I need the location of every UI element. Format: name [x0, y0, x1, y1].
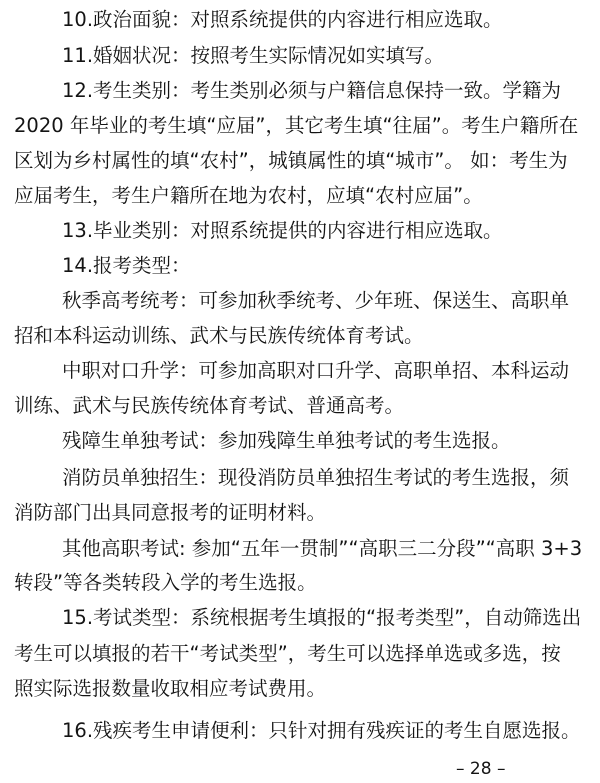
text-line: 转段”等各类转段入学的考生选报。 — [14, 571, 317, 594]
text-line: 消防员单独招生：现役消防员单独招生考试的考生选报，须 — [62, 466, 570, 489]
text-line: 训练、武术与民族传统体育考试、普通高考。 — [14, 394, 405, 417]
item-13-graduation-category: 13.毕业类别：对照系统提供的内容进行相应选取。 — [62, 219, 503, 242]
text-line: 秋季高考统考：可参加秋季统考、少年班、保送生、高职单 — [62, 289, 570, 312]
text-line: 中职对口升学：可参加高职对口升学、高职单招、本科运动 — [62, 359, 570, 382]
text-line: 其他高职考试: 参加“五年一贯制”“高职三二分段”“高职 3+3 — [62, 537, 583, 560]
text-line: 应届考生，考生户籍所在地为农村，应填“农村应届”。 — [14, 184, 483, 207]
text-line: 残障生单独考试：参加残障生单独考试的考生选报。 — [62, 429, 511, 452]
text-line: 招和本科运动训练、武术与民族传统体育考试。 — [14, 324, 424, 347]
text-line: 2020 年毕业的考生填“应届”，其它考生填“往届”。考生户籍所在 — [14, 114, 579, 137]
text-line: 区划为乡村属性的填“农村”，城镇属性的填“城市”。 如：考生为 — [14, 149, 568, 172]
item-10-political-status: 10.政治面貌：对照系统提供的内容进行相应选取。 — [62, 8, 503, 31]
page-number: – 28 – — [456, 759, 506, 779]
item-15-exam-type: 15.考试类型：系统根据考生填报的“报考类型”，自动筛选出 — [62, 606, 582, 629]
item-12-candidate-category: 12.考生类别：考生类别必须与户籍信息保持一致。学籍为 — [62, 79, 562, 102]
text-line: 照实际选报数量收取相应考试费用。 — [14, 677, 327, 700]
item-11-marital-status: 11.婚姻状况：按照考生实际情况如实填写。 — [62, 44, 445, 67]
text-line: 考生可以填报的若干“考试类型”，考生可以选择单选或多选，按 — [14, 642, 561, 665]
item-14-application-type: 14.报考类型： — [62, 254, 191, 277]
text-line: 消防部门出具同意报考的证明材料。 — [14, 501, 327, 524]
item-16-disability-accommodation: 16.残疾考生申请便利：只针对拥有残疾证的考生自愿选报。 — [62, 719, 581, 742]
